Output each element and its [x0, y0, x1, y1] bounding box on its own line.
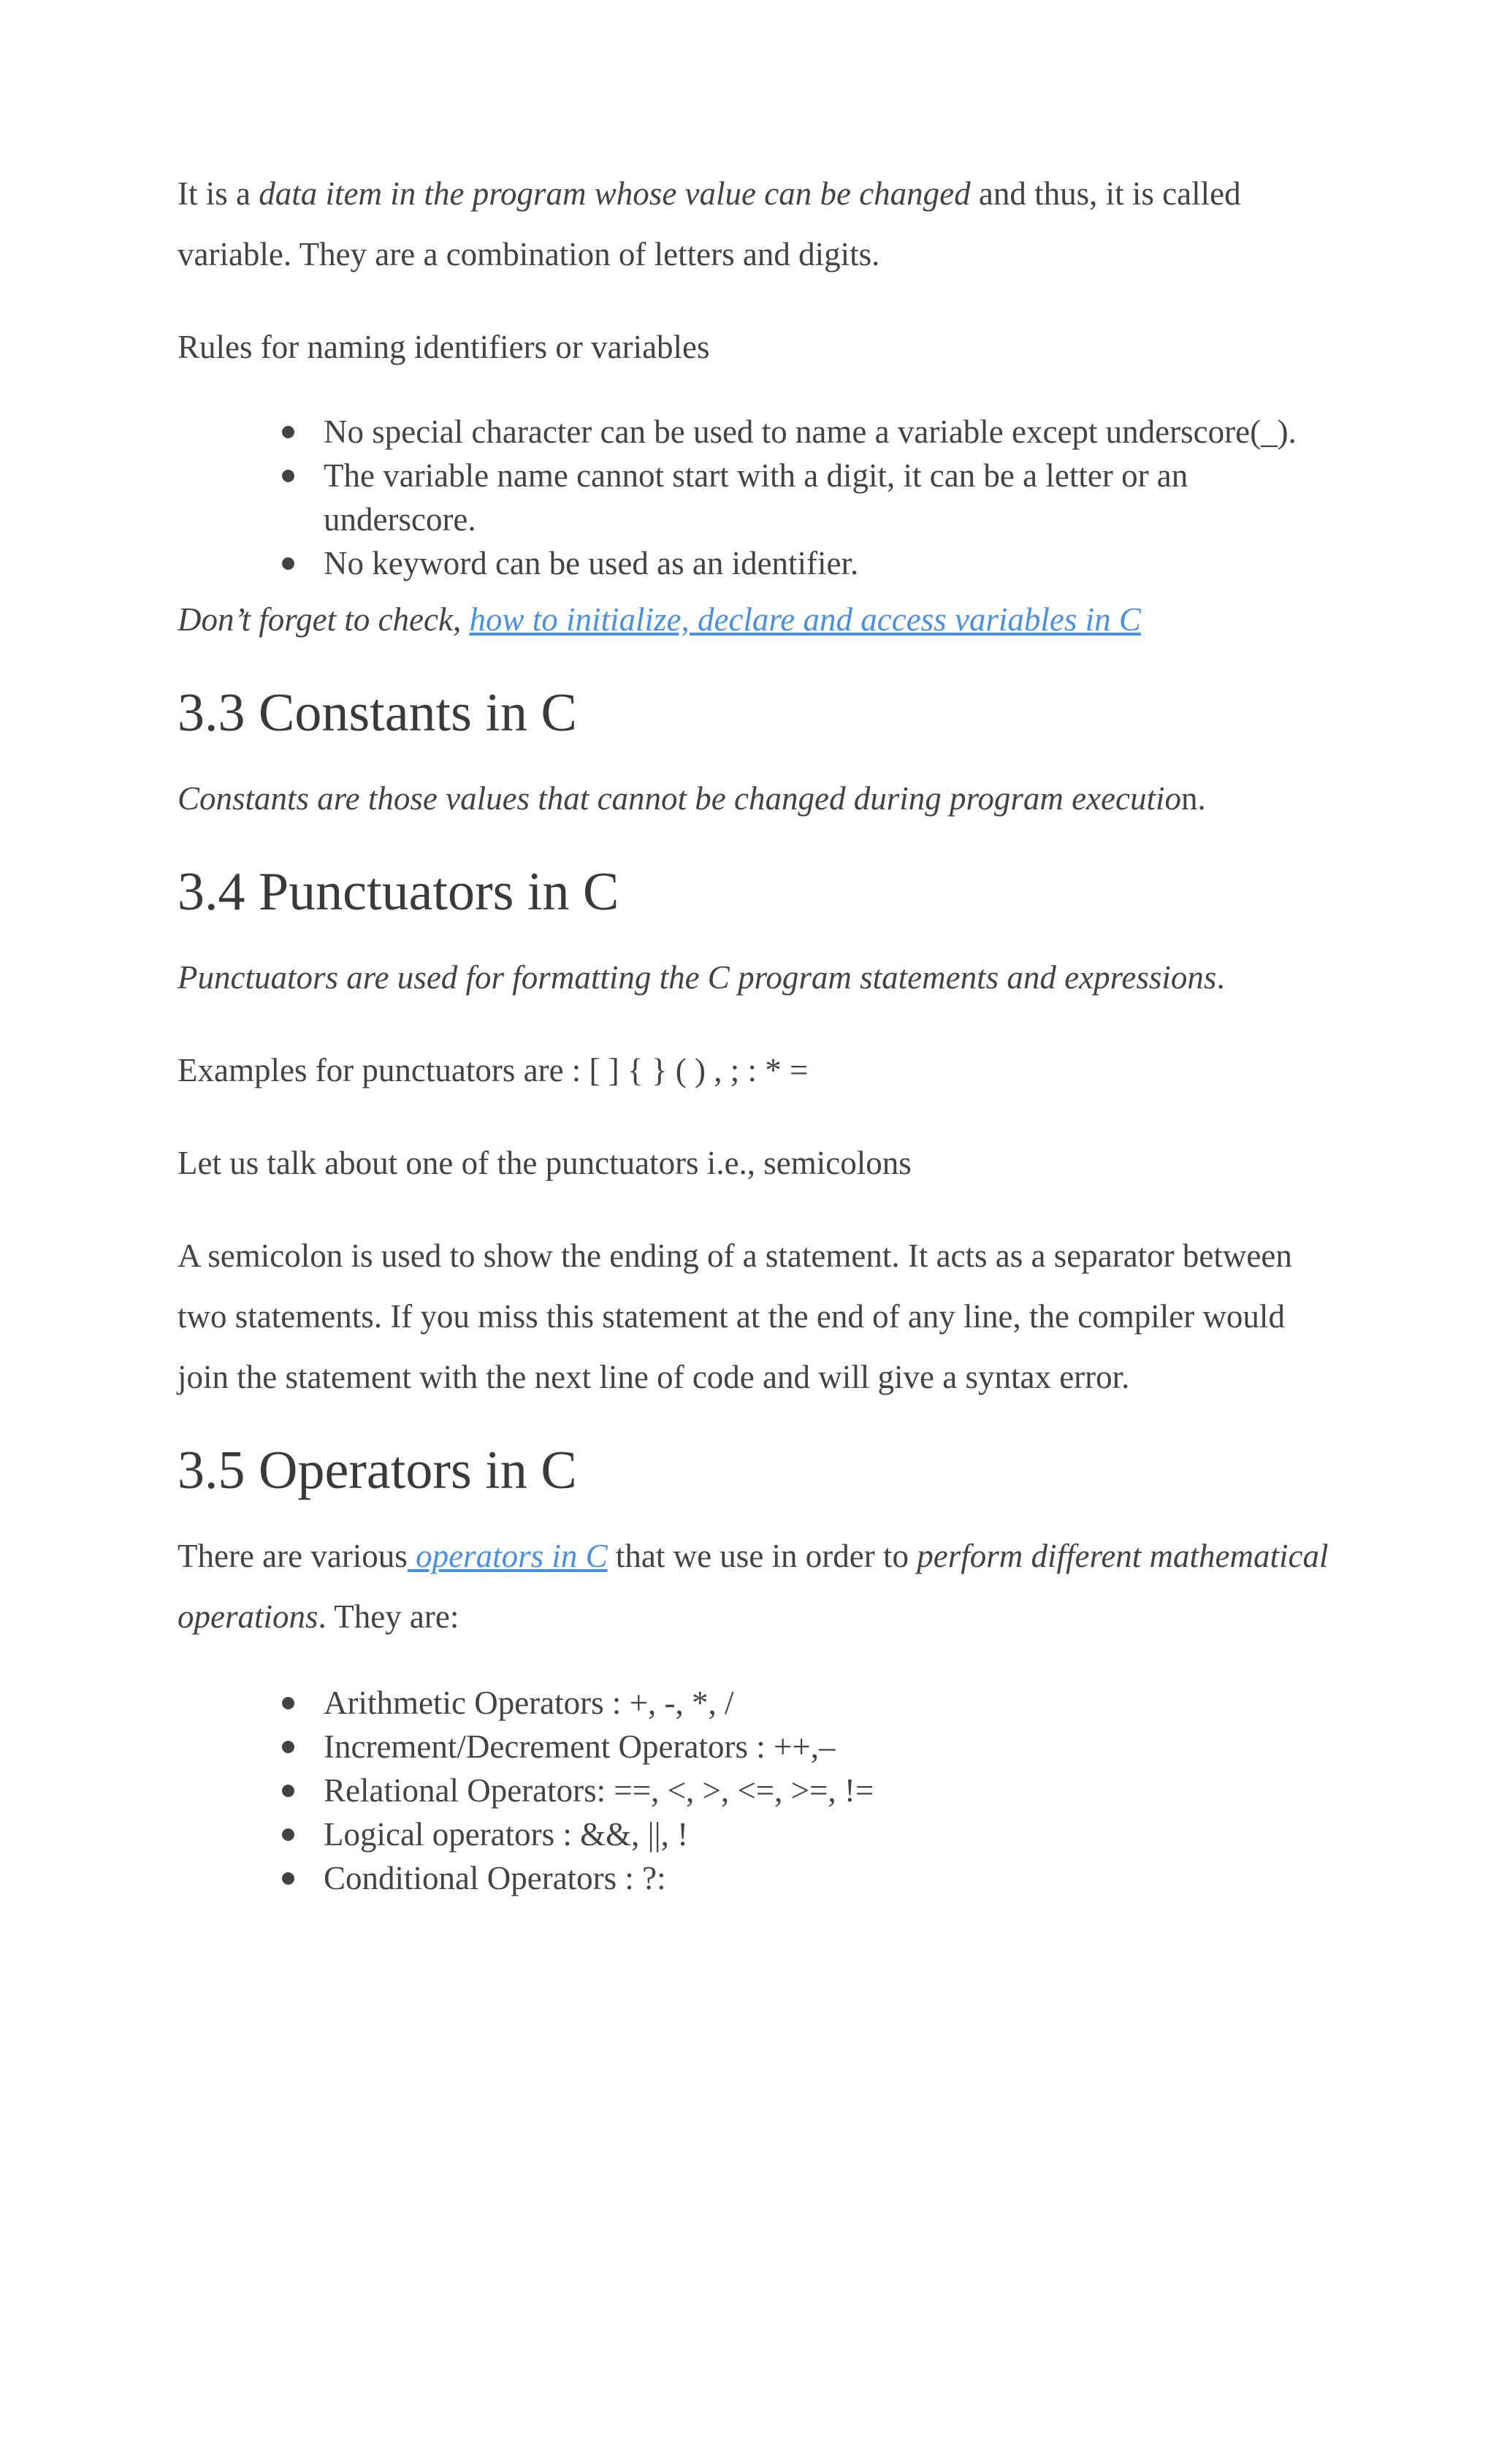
operators-intro-prefix: There are various	[178, 1538, 408, 1574]
list-item: Arithmetic Operators : +, -, *, /	[324, 1681, 1332, 1725]
variables-guide-link[interactable]: how to initialize, declare and access variables in C	[469, 601, 1141, 638]
variable-definition	[178, 164, 1332, 285]
operators-list	[178, 1681, 1332, 1900]
naming-rules-title: Rules for naming identifiers or variables	[178, 329, 710, 365]
punctuators-examples: Examples for punctuators are : [ ] { } ( ) , ; : * =	[178, 1052, 809, 1088]
operators-heading: 3.5 Operators in C	[178, 1441, 577, 1500]
check-note	[178, 590, 1332, 650]
constants-definition	[178, 768, 1332, 829]
check-note-prefix: Don’t forget to check,	[178, 601, 470, 638]
list-item: Increment/Decrement Operators : ++,–	[324, 1725, 1332, 1769]
operators-intro-suffix: . They are:	[318, 1598, 459, 1635]
semicolon-intro: Let us talk about one of the punctuators i.e., semicolons	[178, 1145, 912, 1181]
constants-heading: 3.3 Constants in C	[178, 683, 577, 743]
operators-link-text[interactable]: operators in C	[407, 1538, 608, 1574]
punctuators-heading: 3.4 Punctuators in C	[178, 862, 619, 922]
punctuators-definition-emphasis: Punctuators are used for formatting the C program statements and expressions	[178, 959, 1217, 996]
constants-definition-suffix: n.	[1180, 780, 1206, 817]
operators-intro	[178, 1526, 1332, 1647]
list-item: No keyword can be used as an identifier.	[324, 541, 1332, 585]
list-item: Logical operators : &&, ||, !	[324, 1812, 1332, 1856]
variable-intro-suffix: and thus, it is called variable. They are a combination of letters and digits.	[178, 175, 1241, 272]
semicolon-paragraph: A semicolon is used to show the ending of a statement. It acts as a separator between two statements. If you miss this statement at the end of any line, the compiler would join the statement with the next line of code and will give a syntax error.	[178, 1237, 1292, 1395]
list-item: The variable name cannot start with a digit, it can be a letter or an underscore.	[324, 454, 1332, 541]
list-item: Relational Operators: ==, <, >, <=, >=, !=	[324, 1769, 1332, 1812]
punctuators-definition-suffix: .	[1216, 959, 1225, 996]
variable-intro-emphasis: data item in the program whose value can be changed	[259, 175, 971, 212]
operators-link[interactable]	[408, 1538, 608, 1574]
list-item: No special character can be used to name a variable except underscore(_).	[324, 410, 1332, 454]
operators-intro-middle: that we use in order to	[607, 1538, 917, 1574]
variable-intro-prefix: It is a	[178, 175, 259, 212]
operators-intro-emphasis: perform different mathematical operations	[178, 1538, 1329, 1635]
constants-definition-emphasis: Constants are those values that cannot be changed during program executio	[178, 780, 1181, 817]
article-content	[178, 164, 1332, 1904]
punctuators-definition	[178, 947, 1332, 1008]
list-item: Conditional Operators : ?:	[324, 1856, 1332, 1900]
naming-rules-list	[178, 410, 1332, 585]
